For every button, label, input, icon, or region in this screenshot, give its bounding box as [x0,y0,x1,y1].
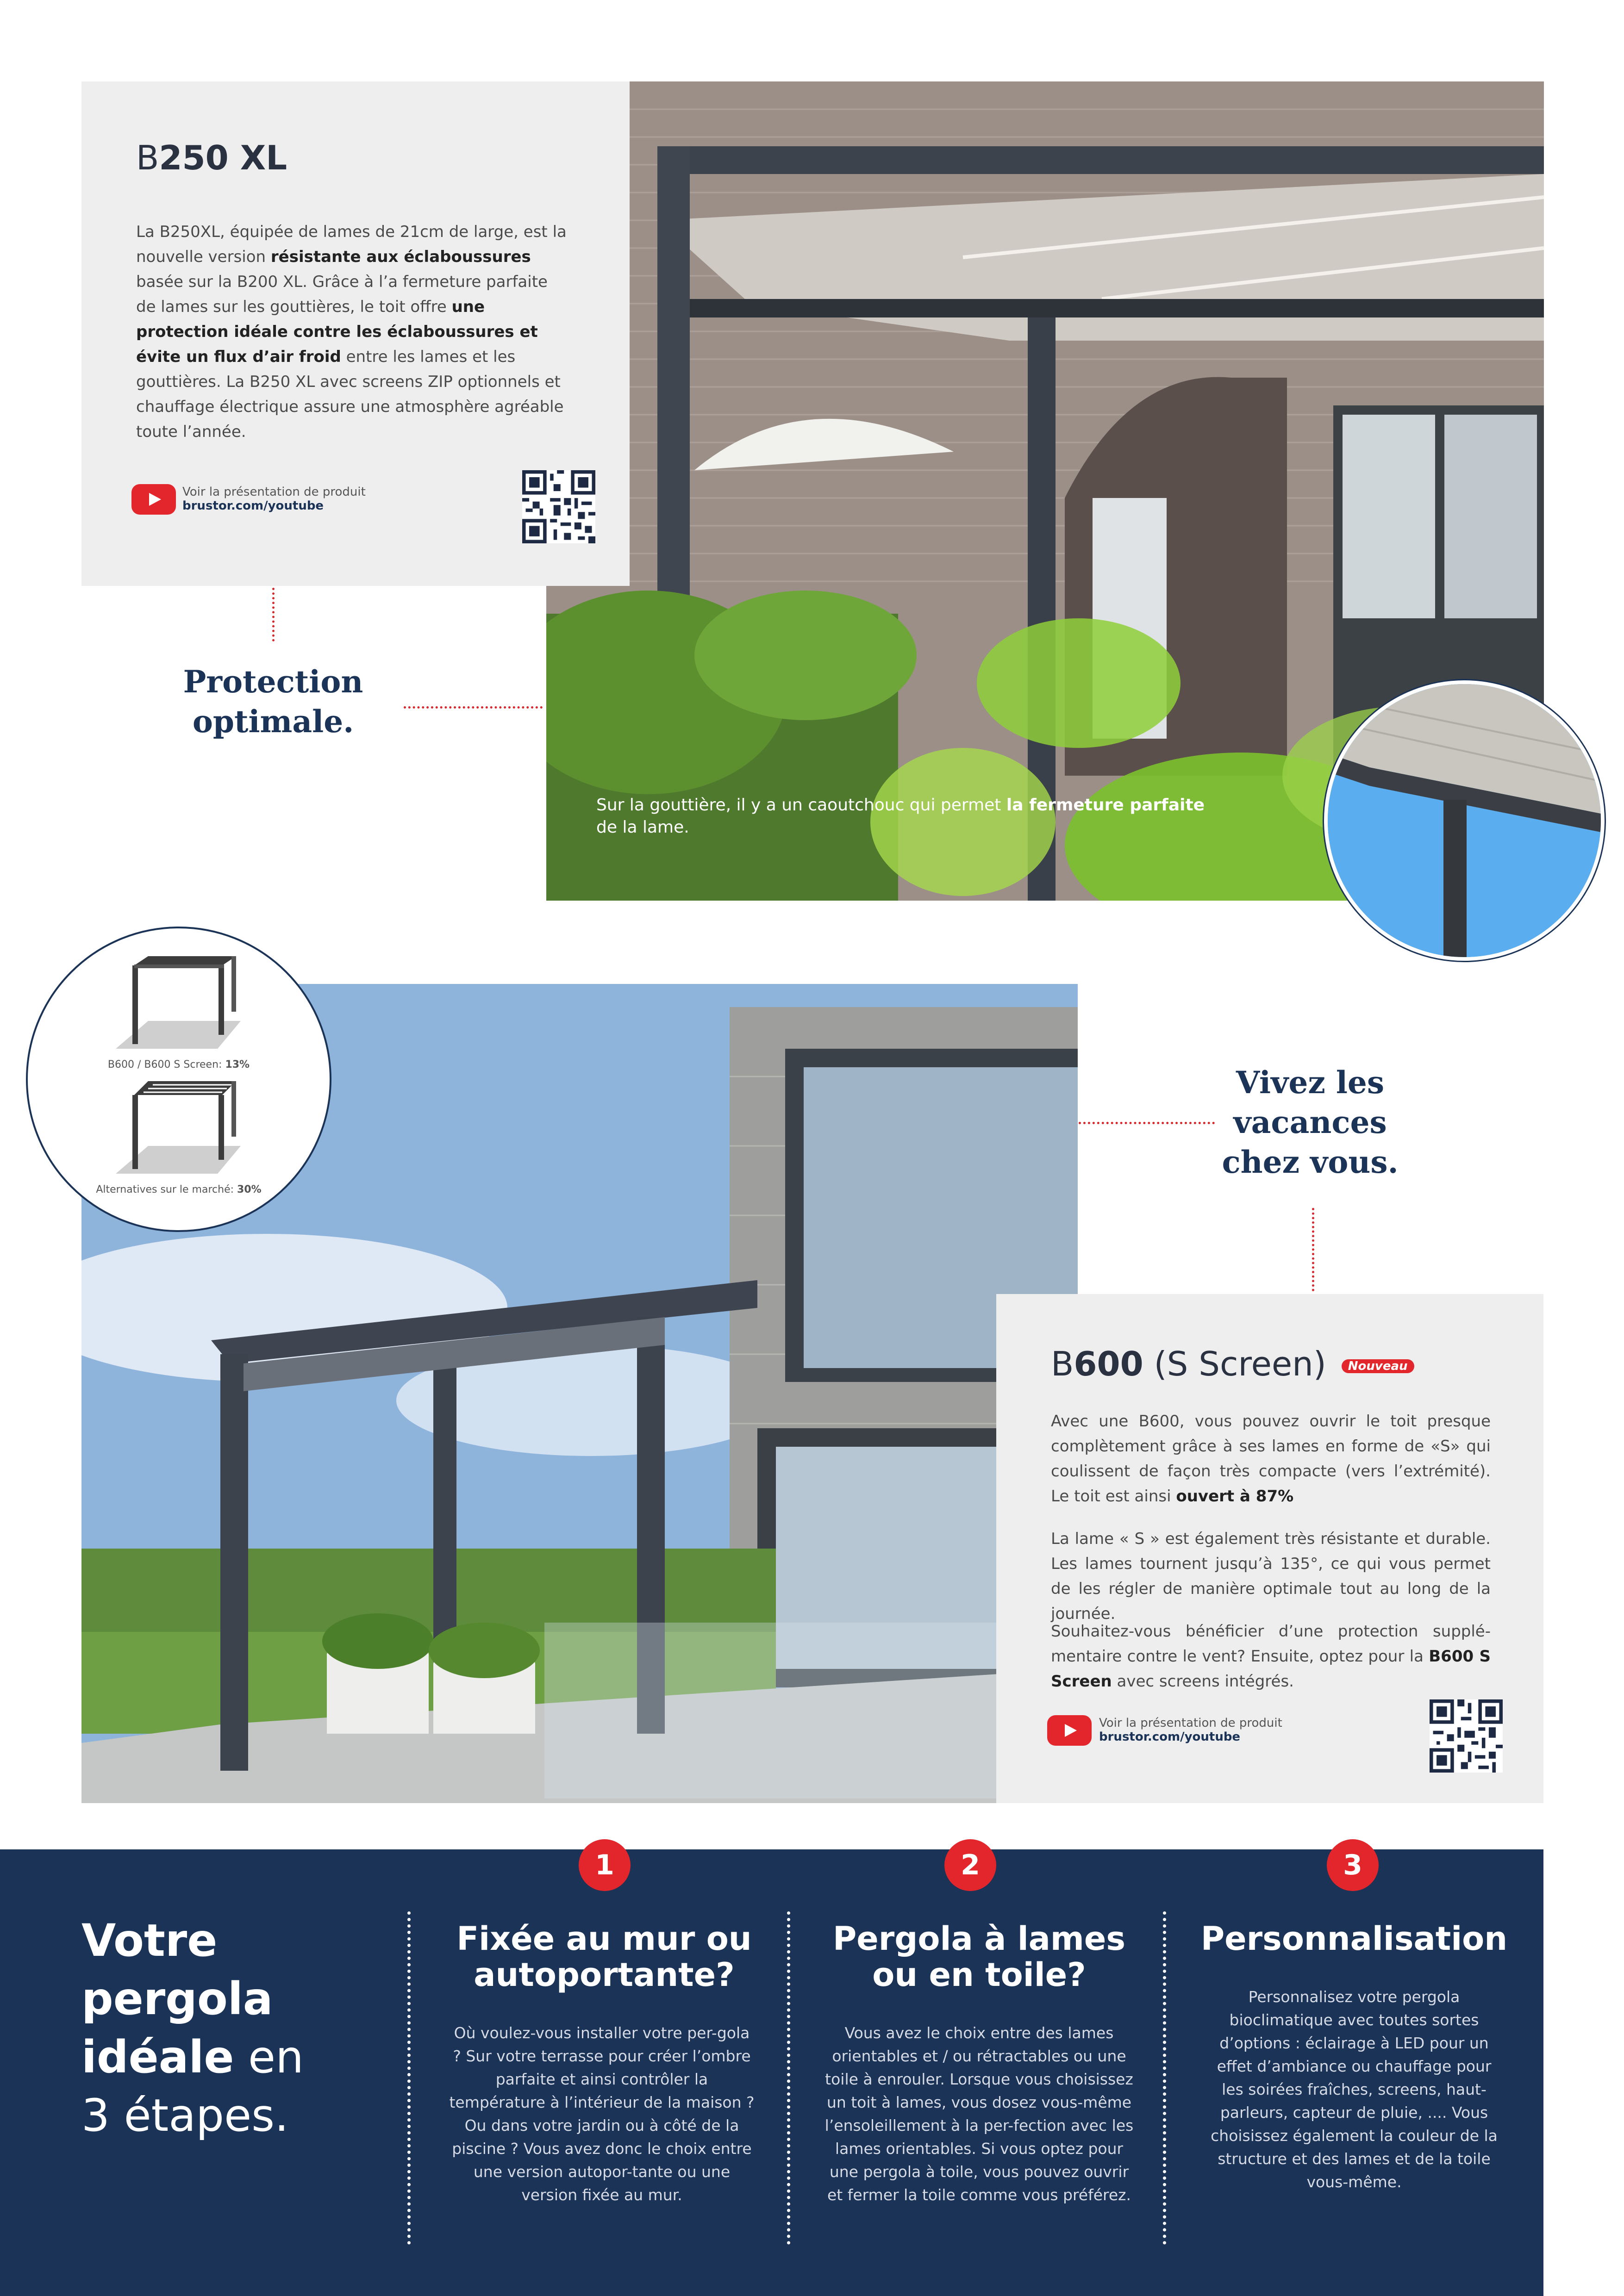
youtube-icon[interactable] [131,484,176,515]
step-divider [407,1911,411,2245]
callout-protection: Protection optimale. [183,664,363,740]
text-segment: ouvert à 87% [1176,1487,1294,1506]
step-3-number: 3 [1327,1839,1379,1891]
connector-line [404,706,543,709]
step-1-title: Fixée au mur ou autoportante? [456,1920,752,1994]
step-2-number: 2 [944,1839,996,1891]
step-divider [1163,1911,1166,2245]
comparison-label-alternatives: Alternatives sur le marché: 30% [96,1184,262,1195]
b250-youtube-link[interactable]: Voir la présentation de produit brustor.com/youtube [182,485,366,513]
text-segment: basée sur la B200 XL. Grâce à l’a fermeture parfaite de lames sur les gouttières, le toit offre [136,273,548,316]
steps-intro-heading: Votre pergola idéale en 3 étapes. [81,1915,304,2141]
b600-description-3 [1051,1619,1491,1694]
text-segment: avec screens intégrés. [1112,1672,1294,1691]
b250-panel [81,81,630,586]
b600-description-2: La lame « S » est également très résistante et durable. Les lames tournent jusqu’à 135°, ce qui vous permet de les régler de manière optimale tout au long de la journée. [1051,1530,1491,1623]
text-segment: résistante aux éclaboussures [270,248,531,266]
b250-photo-caption: Sur la gouttière, il y a un caoutchouc qui permet la fermeture parfaite de la lame. [596,796,1205,837]
text-segment: B600 S Screen [1051,1647,1491,1691]
pergola-open-icon [116,956,241,1049]
b250-title: B250 XL [136,138,287,177]
qr-code-icon[interactable] [1430,1699,1503,1773]
b600-panel [996,1294,1543,1803]
text-segment: une protection idéale contre les éclaboussures et évite un flux d’air froid [136,298,538,366]
gutter-detail-circle [1324,680,1605,961]
connector-line [272,588,275,641]
step-2-body: Vous avez le choix entre des lames orientables et / ou rétractables ou une toile à enrouler. Lorsque vous choisissez un toit à lames, vous dosez vous-même l’ensoleillement à la per-fection avec les lames orientables. Si vous optez pour une pergola à toile, vous pouvez ouvrir et fermer la toile comme vous préférez. [824,2024,1134,2204]
youtube-icon[interactable] [1047,1715,1092,1746]
new-badge: Nouveau [1342,1359,1414,1373]
text-segment: entre les lames et les gouttières. La B250 XL avec screens ZIP optionnels et chauffage électrique assure une atmosphère agréable toute l’année. [136,348,564,441]
b250-description [136,219,571,444]
text-segment: Souhaitez-vous bénéficier d’une protection supplé-mentaire contre le vent? Ensuite, optez pour la [1051,1622,1491,1666]
qr-code-icon[interactable] [522,470,595,543]
callout-vacances: Vivez les vacances chez vous. [1222,1064,1399,1180]
b600-title: B600 (S Screen) Nouveau [1051,1343,1414,1385]
lamella-comparison-circle [26,927,331,1232]
text-segment: La B250XL, équipée de lames de 21cm de large, est la nouvelle version [136,223,567,266]
step-3-title: Personnalisation [1200,1920,1508,1958]
text-segment: Avec une B600, vous pouvez ouvrir le toit presque complètement grâce à ses lames en forme de «S» qui coulissent de façon très compacte (vers l’extrémité). Le toit est ainsi [1051,1412,1491,1506]
step-1-number: 1 [579,1839,631,1891]
step-divider [787,1911,790,2245]
step-3-body: Personnalisez votre pergola bioclimatique avec toutes sortes d’options : éclairage à LED pour un effet d’ambiance ou chauffage pour les soirées fraîches, screens, haut-parleurs, capteur de pluie, .... Vous choisissez également la couleur de la structure et des lames et de la toile vous-même. [1211,1988,1498,2191]
step-1-body: Où voulez-vous installer votre per-gola ? Sur votre terrasse pour créer l’ombre parfaite et ainsi contrôler la température à l’intérieur de la maison ? Ou dans votre jardin ou à côté de la piscine ? Vous avez donc le choix entre une version autopor-tante ou une version fixée au mur. [449,2024,755,2204]
b600-youtube-link[interactable]: Voir la présentation de produit brustor.com/youtube [1099,1716,1282,1744]
comparison-label-b600: B600 / B600 S Screen: 13% [107,1059,250,1070]
b600-description-1 [1051,1409,1491,1509]
connector-line [1312,1208,1314,1291]
pergola-alternative-icon [116,1081,241,1174]
gutter-detail-illustration [1328,684,1601,957]
step-2-title: Pergola à lames ou en toile? [832,1920,1126,1994]
